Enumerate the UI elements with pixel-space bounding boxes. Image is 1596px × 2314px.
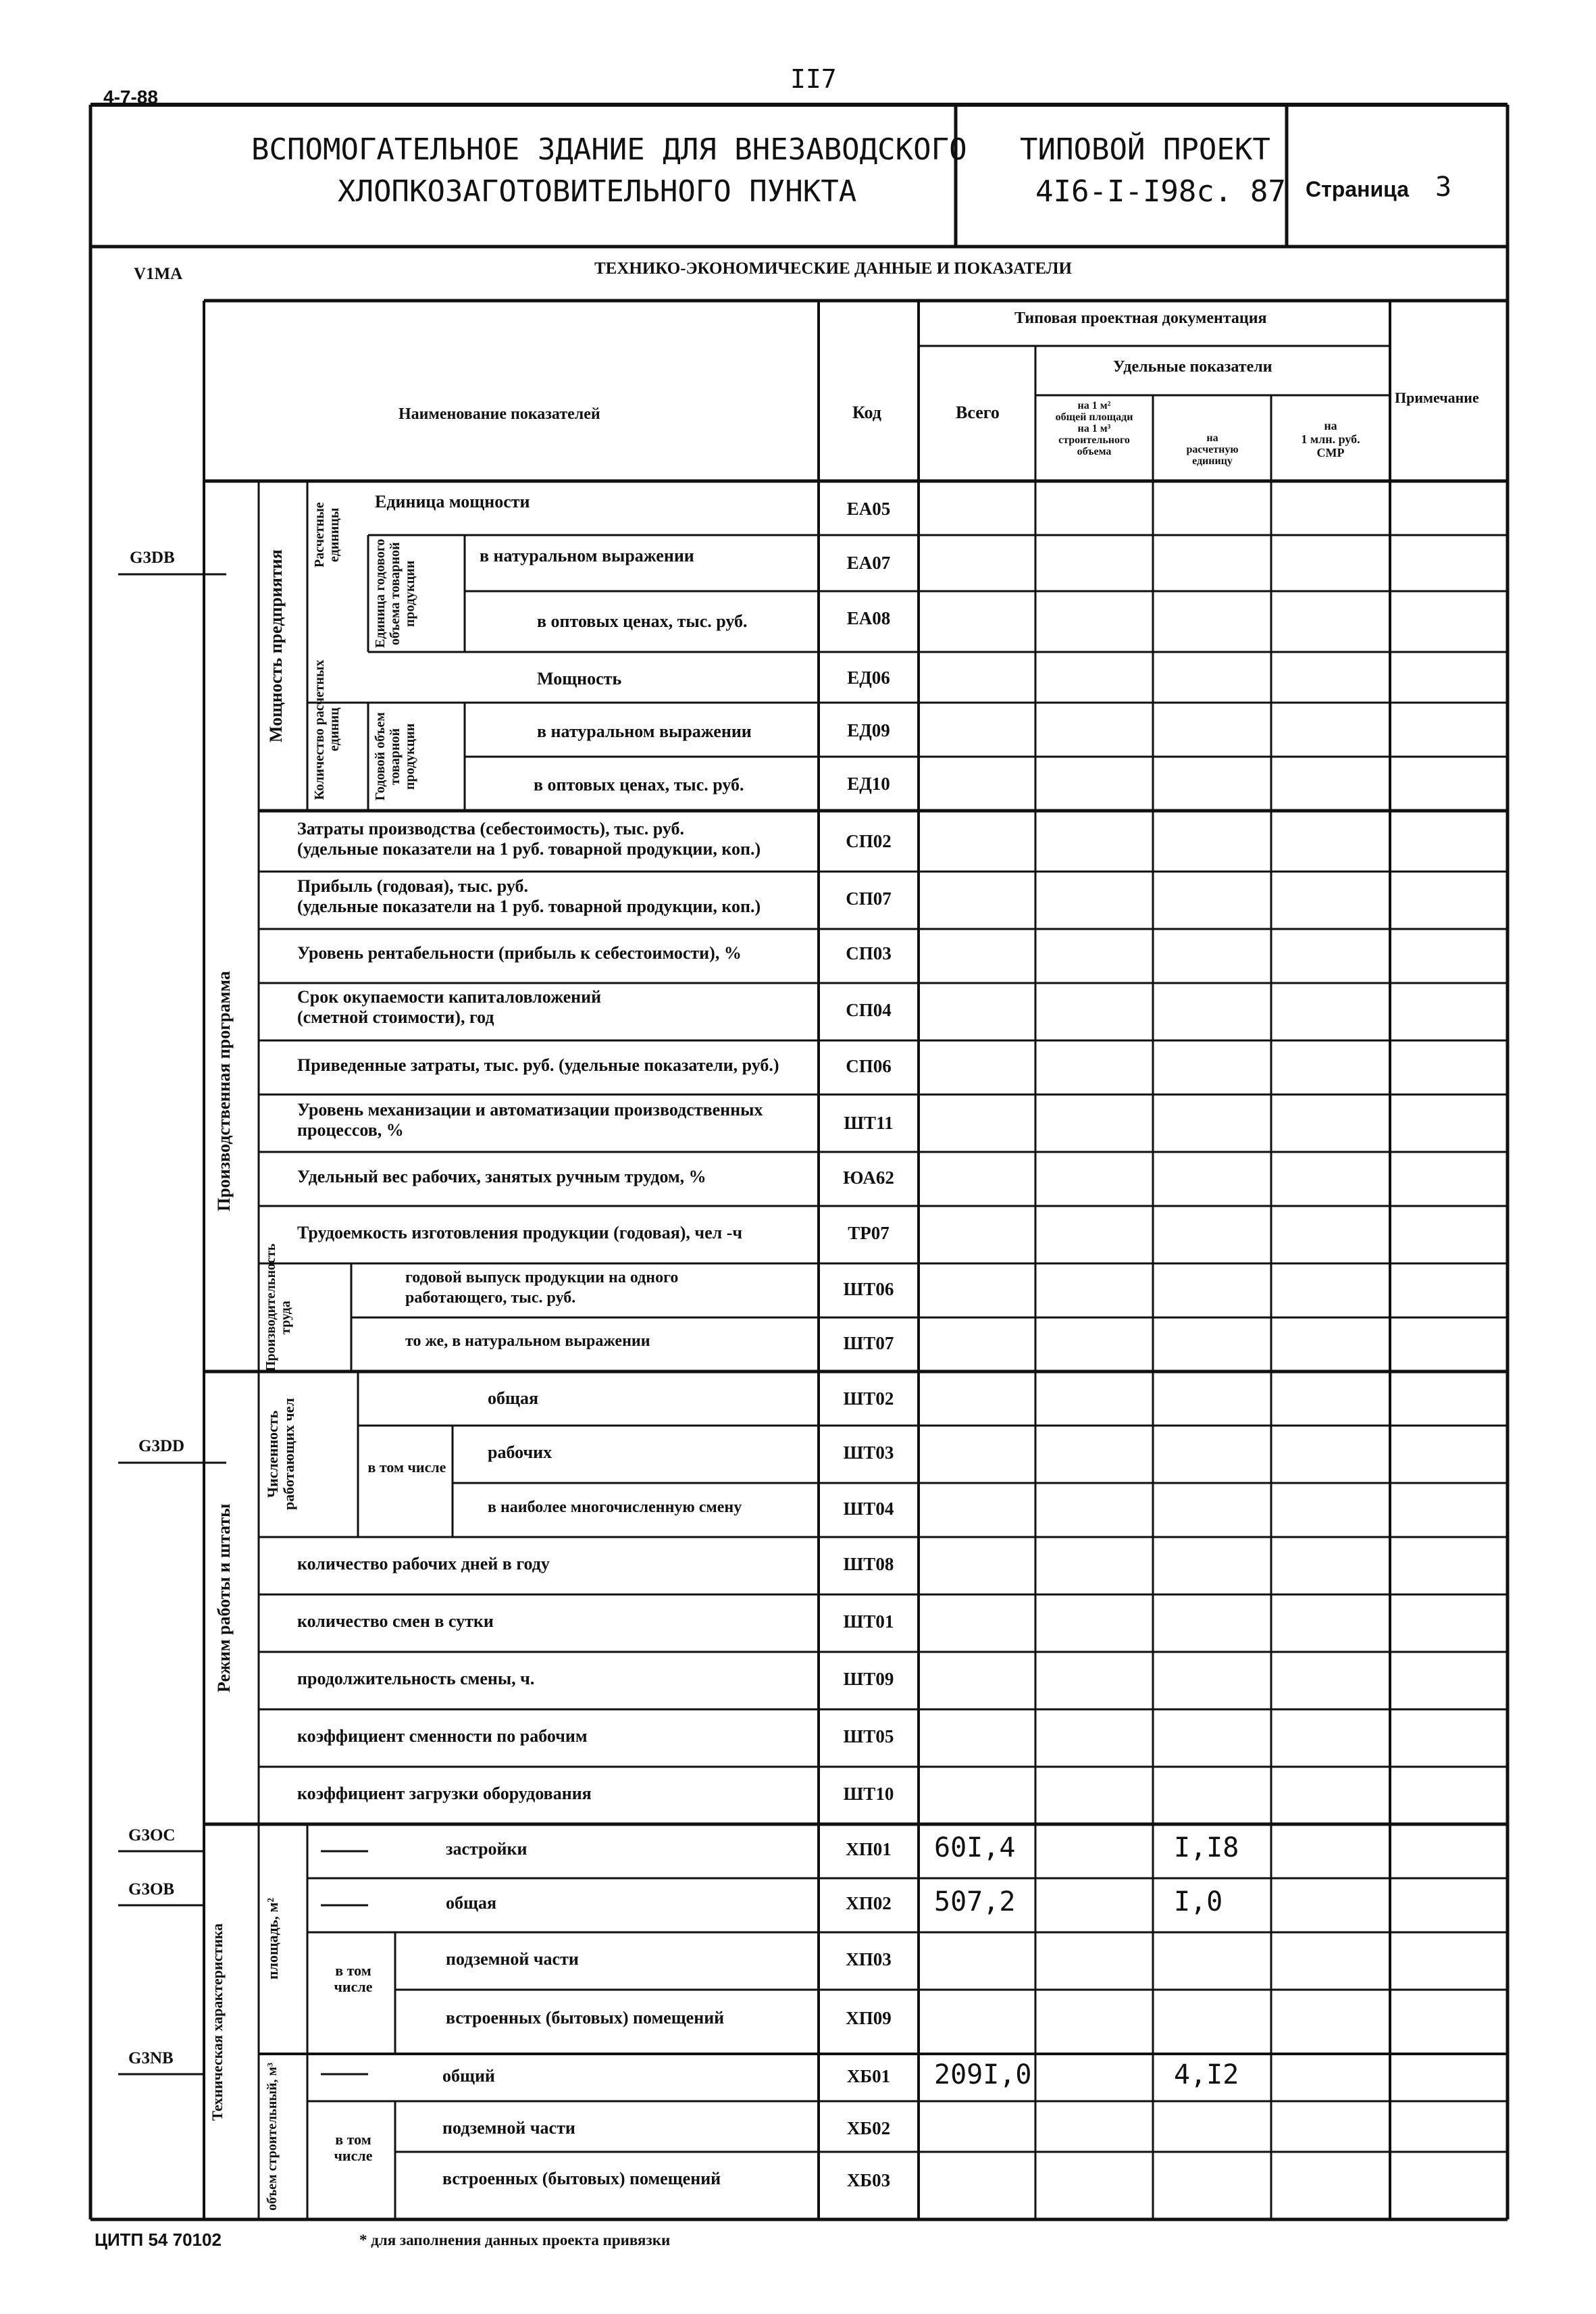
row-label: Трудоемкость изготовления продукции (годовая), чел -ч <box>297 1223 743 1242</box>
row-code: ХБ02 <box>846 2118 891 2138</box>
row-code: СП02 <box>846 831 892 851</box>
group-tech-characteristics: Техническая характеристика <box>209 1923 226 2121</box>
row-label: Приведенные затраты, тыс. руб. (удельные показатели, руб.) <box>297 1055 779 1075</box>
row-code: ШТ03 <box>843 1442 894 1463</box>
row-code: ШТ07 <box>843 1333 894 1353</box>
row-label: Уровень рентабельности (прибыль к себестоимости), % <box>297 943 742 963</box>
group-volume: объем строительный, м³ <box>265 2062 280 2211</box>
page-number: II7 <box>790 64 837 94</box>
row-label: то же, в натуральном выражении <box>405 1332 650 1350</box>
row-label: в натуральном выражении <box>480 546 694 565</box>
row-label: рабочих <box>488 1442 552 1462</box>
sheet-label: Страница <box>1306 177 1409 201</box>
row-code: ЕА08 <box>846 608 891 628</box>
row-label: встроенных (бытовых) помещений <box>442 2169 721 2188</box>
row-code: ШТ09 <box>843 1669 894 1689</box>
header-per-area-col: на 1 м² общей площади на 1 м³ строительного объема <box>1055 400 1133 457</box>
value-per-unit: 4,I2 <box>1174 2059 1239 2090</box>
row-code: ЕД06 <box>847 668 890 688</box>
row-label: количество смен в сутки <box>297 1611 494 1631</box>
title-line-1: ВСПОМОГАТЕЛЬНОЕ ЗДАНИЕ ДЛЯ ВНЕЗАВОДСКОГО <box>251 132 967 167</box>
row-code: ШТ08 <box>843 1554 894 1574</box>
header-total-col: Всего <box>956 403 1000 422</box>
row-label: в наиболее многочисленную смену <box>488 1499 742 1516</box>
group-annual-volume-b: Годовой объем товарной продукции <box>373 712 417 801</box>
row-label: подземной части <box>442 2118 575 2138</box>
group-labor-productivity: Производительность труда <box>263 1243 293 1372</box>
header-doc-group: Типовая проектная документация <box>1014 309 1267 327</box>
row-label: Срок окупаемости капиталовложений (сметной стоимости), год <box>297 987 602 1027</box>
row-label: в оптовых ценах, тыс. руб. <box>534 775 744 795</box>
area-including-label: в том числе <box>334 1962 373 1995</box>
org-code: ЦИТП 54 70102 <box>95 2230 222 2250</box>
title-line-2: ХЛОПКОЗАГОТОВИТЕЛЬНОГО ПУНКТА <box>338 174 857 209</box>
project-label: ТИПОВОЙ ПРОЕКТ <box>1020 132 1270 167</box>
row-label: коэффициент сменности по рабочим <box>297 1726 588 1746</box>
row-code: ХБ01 <box>846 2066 891 2086</box>
headcount-including-label: в том числе <box>367 1459 446 1476</box>
row-code: ЮА62 <box>843 1167 894 1188</box>
group-enterprise-capacity: Мощность предприятия <box>266 549 286 743</box>
side-code-g3db: G3DB <box>130 549 175 567</box>
header-per-mln-col: на 1 млн. руб. СМР <box>1301 419 1360 459</box>
value-total: 60I,4 <box>934 1832 1016 1863</box>
value-total: 209I,0 <box>934 2059 1032 2090</box>
group-work-mode: Режим работы и штаты <box>214 1503 234 1692</box>
row-code: ХБ03 <box>846 2170 891 2190</box>
row-code: ЕД09 <box>847 720 890 740</box>
row-code: ХП02 <box>846 1893 892 1913</box>
row-label: Уровень механизации и автоматизации производственных процессов, % <box>297 1100 763 1140</box>
row-code: ХП01 <box>846 1839 892 1859</box>
row-label: продолжительность смены, ч. <box>297 1669 535 1688</box>
row-code: ШТ05 <box>843 1726 894 1746</box>
row-code: СП06 <box>846 1056 892 1076</box>
row-code: ШТ11 <box>844 1113 894 1133</box>
row-code: ШТ10 <box>843 1784 894 1804</box>
row-label: в оптовых ценах, тыс. руб. <box>537 611 748 631</box>
document-date: 4-7-88 <box>103 86 158 107</box>
project-number: 4I6-I-I98c. 87 <box>1035 174 1286 209</box>
row-label: застройки <box>446 1839 527 1859</box>
side-code-g3dd: G3DD <box>138 1437 185 1455</box>
section-code: V1MA <box>134 265 183 283</box>
group-annual-volume-a: Единица годового объема товарной продукции <box>373 538 417 649</box>
group-headcount: Численность работающих чел <box>264 1398 298 1511</box>
row-label: Единица мощности <box>375 492 530 511</box>
row-code: СП04 <box>846 1000 892 1020</box>
row-label: Затраты производства (себестоимость), тыс. руб. (удельные показатели на 1 руб. товарной продукции, коп.) <box>297 819 761 859</box>
row-code: ЕА05 <box>846 499 891 519</box>
row-label: коэффициент загрузки оборудования <box>297 1784 592 1803</box>
row-label: годовой выпуск продукции на одного работающего, тыс. руб. <box>405 1269 679 1307</box>
header-specific-group: Удельные показатели <box>1113 358 1272 376</box>
row-code: ЕД10 <box>847 774 890 794</box>
row-code: СП07 <box>846 888 892 909</box>
header-note-col: Примечание <box>1395 389 1479 406</box>
section-title: ТЕХНИКО-ЭКОНОМИЧЕСКИЕ ДАННЫЕ И ПОКАЗАТЕЛИ <box>594 259 1072 278</box>
row-code: ХП09 <box>846 2008 892 2028</box>
side-code-g3nb: G3NB <box>128 2049 174 2067</box>
row-code: ШТ02 <box>843 1388 894 1409</box>
row-code: ШТ01 <box>843 1611 894 1632</box>
row-code: ЕА07 <box>846 553 891 573</box>
value-total: 507,2 <box>934 1886 1016 1917</box>
value-per-unit: I,0 <box>1174 1886 1223 1917</box>
header-code-col: Код <box>852 403 881 422</box>
row-code: ТР07 <box>848 1223 890 1243</box>
row-code: ШТ04 <box>843 1499 894 1519</box>
row-label: в натуральном выражении <box>537 722 752 741</box>
row-label: количество рабочих дней в году <box>297 1554 550 1574</box>
value-per-unit: I,I8 <box>1174 1832 1239 1863</box>
row-code: СП03 <box>846 943 892 963</box>
side-code-g3oc: G3OC <box>128 1826 176 1844</box>
row-code: ХП03 <box>846 1949 892 1969</box>
group-production-program: Производственная программа <box>214 971 234 1211</box>
row-label: Удельный вес рабочих, занятых ручным трудом, % <box>297 1167 706 1186</box>
sheet-value: 3 <box>1435 172 1452 203</box>
row-label: встроенных (бытовых) помещений <box>446 2008 725 2028</box>
row-code: ШТ06 <box>843 1279 894 1299</box>
row-label: Мощность <box>537 669 622 688</box>
group-count-calc-units: Количество расчетных единиц <box>312 659 342 800</box>
row-label: Прибыль (годовая), тыс. руб. (удельные показатели на 1 руб. товарной продукции, коп.) <box>297 876 761 916</box>
group-calc-units: Расчетные единицы <box>312 502 342 568</box>
header-name-col: Наименование показателей <box>398 405 600 423</box>
row-label: общая <box>446 1893 497 1913</box>
volume-including-label: в том числе <box>334 2131 373 2164</box>
row-label: подземной части <box>446 1949 579 1969</box>
header-per-unit-col: на расчетную единицу <box>1186 432 1239 467</box>
side-code-g3ob: G3OB <box>128 1880 175 1898</box>
row-label: общая <box>488 1388 539 1408</box>
row-label: общий <box>442 2066 495 2086</box>
group-area: площадь, м² <box>264 1898 281 1980</box>
footnote: * для заполнения данных проекта привязки <box>359 2232 671 2248</box>
